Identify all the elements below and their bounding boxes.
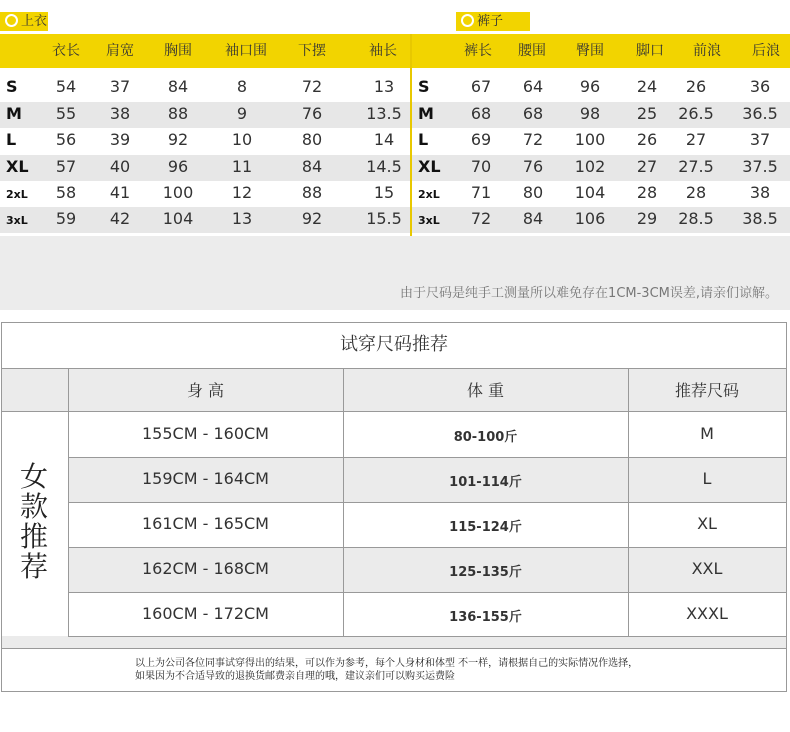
pants-table-cell: 70 (470, 157, 492, 176)
pants-table-cell: 38 (749, 183, 771, 202)
tops-table-cell: 37 (109, 77, 131, 96)
recommended-size-cell: L (702, 469, 712, 488)
pants-table-cell: 28 (636, 183, 658, 202)
pants-table-cell: 64 (522, 77, 544, 96)
tops-table-cell: 80 (301, 130, 323, 149)
height-cell: 160CM - 172CM (142, 604, 269, 623)
pants-size-label: 3xL (418, 214, 440, 227)
tops-table-cell: 13 (373, 77, 395, 96)
tops-size-label: L (6, 130, 17, 149)
recommend-column-header: 体 重 (466, 381, 505, 400)
recommend-bottom-strip (2, 636, 786, 648)
tops-table-cell: 72 (301, 77, 323, 96)
pants-size-label: S (418, 77, 430, 96)
tops-table-cell: 41 (109, 183, 131, 202)
grid-line (1, 648, 787, 649)
pants-table-cell: 71 (470, 183, 492, 202)
recommend-column-header: 身 高 (186, 381, 225, 400)
tops-column-header: 胸围 (164, 43, 192, 59)
tops-table-cell: 13 (231, 209, 253, 228)
tops-column-header: 下摆 (298, 43, 326, 59)
tops-table-cell: 42 (109, 209, 131, 228)
tops-table-cell: 92 (167, 130, 189, 149)
tops-table-cell: 84 (301, 157, 323, 176)
tops-size-label: M (6, 104, 22, 123)
pants-table-cell: 24 (636, 77, 658, 96)
recommended-size-cell: M (700, 424, 714, 443)
pants-table-cell: 76 (522, 157, 544, 176)
weight-cell: 80-100斤 (453, 430, 518, 445)
pants-table-cell: 104 (574, 183, 606, 202)
recommend-column-header: 推荐尺码 (674, 381, 739, 400)
pants-table-cell: 69 (470, 130, 492, 149)
pants-column-header: 臀围 (576, 43, 604, 59)
pants-table-cell: 80 (522, 183, 544, 202)
height-cell: 161CM - 165CM (142, 514, 269, 533)
tops-table-cell: 88 (301, 183, 323, 202)
tops-table-cell: 8 (236, 77, 248, 96)
tops-table-cell: 14 (373, 130, 395, 149)
table-divider (410, 34, 412, 263)
pants-size-label: M (418, 104, 434, 123)
pants-table-cell: 26 (685, 77, 707, 96)
pants-table-cell: 36.5 (742, 104, 778, 123)
tops-table-cell: 12 (231, 183, 253, 202)
pants-table-cell: 38.5 (742, 209, 778, 228)
pants-table-cell: 72 (470, 209, 492, 228)
grid-line (68, 457, 786, 458)
pants-column-header: 裤长 (464, 43, 492, 59)
tops-table-cell: 76 (301, 104, 323, 123)
tops-table-cell: 38 (109, 104, 131, 123)
pants-size-label: 2xL (418, 188, 440, 201)
height-cell: 162CM - 168CM (142, 559, 269, 578)
tops-column-header: 袖长 (369, 43, 397, 59)
tops-table-cell: 56 (55, 130, 77, 149)
pants-table-cell: 84 (522, 209, 544, 228)
circle-icon (5, 14, 18, 27)
pants-table-cell: 27 (685, 130, 707, 149)
pants-table-cell: 26 (636, 130, 658, 149)
pants-size-label: XL (418, 157, 441, 176)
pants-table-cell: 102 (574, 157, 606, 176)
pants-tab-label: 裤子 (456, 12, 530, 31)
weight-cell: 101-114斤 (449, 475, 522, 490)
tops-table-cell: 13.5 (366, 104, 402, 123)
tops-table-cell: 14.5 (366, 157, 402, 176)
tops-table-cell: 58 (55, 183, 77, 202)
grid-line (68, 502, 786, 503)
pants-table-cell: 28.5 (678, 209, 714, 228)
tops-table-cell: 10 (231, 130, 253, 149)
pants-table-cell: 72 (522, 130, 544, 149)
pants-table-cell: 29 (636, 209, 658, 228)
weight-cell: 136-155斤 (449, 610, 522, 625)
pants-column-header: 腰围 (518, 43, 546, 59)
height-cell: 155CM - 160CM (142, 424, 269, 443)
tops-table-cell: 40 (109, 157, 131, 176)
pants-table-cell: 68 (522, 104, 544, 123)
tops-table-cell: 57 (55, 157, 77, 176)
pants-table-cell: 37 (749, 130, 771, 149)
tops-table-cell: 39 (109, 130, 131, 149)
tops-size-label: S (6, 77, 18, 96)
tops-column-header: 袖口围 (225, 43, 267, 59)
tops-size-label: 3xL (6, 214, 28, 227)
tops-table-cell: 104 (162, 209, 194, 228)
weight-cell: 125-135斤 (449, 565, 522, 580)
tops-table-cell: 92 (301, 209, 323, 228)
circle-icon (461, 14, 474, 27)
pants-table-cell: 25 (636, 104, 658, 123)
weight-cell: 115-124斤 (449, 520, 522, 535)
tops-size-label: 2xL (6, 188, 28, 201)
tops-table-cell: 11 (231, 157, 253, 176)
pants-table-cell: 106 (574, 209, 606, 228)
grid-line (68, 636, 786, 637)
pants-table-cell: 28 (685, 183, 707, 202)
tops-table-cell: 15 (373, 183, 395, 202)
pants-column-header: 脚口 (636, 43, 664, 59)
tops-column-header: 肩宽 (106, 43, 134, 59)
pants-table-cell: 67 (470, 77, 492, 96)
tops-table-cell: 96 (167, 157, 189, 176)
pants-table-cell: 26.5 (678, 104, 714, 123)
pants-table-cell: 36 (749, 77, 771, 96)
grid-line (1, 368, 787, 369)
tops-table-cell: 84 (167, 77, 189, 96)
pants-column-header: 后浪 (752, 43, 780, 59)
tops-table-cell: 9 (236, 104, 248, 123)
tops-column-header: 衣长 (52, 43, 80, 59)
pants-table-cell: 68 (470, 104, 492, 123)
pants-table-cell: 96 (579, 77, 601, 96)
recommended-size-cell: XL (697, 514, 717, 533)
recommended-size-cell: XXL (691, 559, 723, 578)
pants-table-cell: 27.5 (678, 157, 714, 176)
tops-table-cell: 59 (55, 209, 77, 228)
tops-table-cell: 54 (55, 77, 77, 96)
tops-size-label: XL (6, 157, 29, 176)
tops-table-cell: 15.5 (366, 209, 402, 228)
measure-note: 由于尺码是纯手工测量所以难免存在1CM-3CM误差,请亲们谅解。 (400, 286, 778, 301)
side-label: 女 款 推 荐 (19, 460, 48, 583)
recommend-title: 试穿尺码推荐 (340, 334, 448, 355)
pants-size-label: L (418, 130, 429, 149)
grid-line (68, 592, 786, 593)
pants-table-cell: 27 (636, 157, 658, 176)
tops-table-cell: 100 (162, 183, 194, 202)
pants-column-header: 前浪 (693, 43, 721, 59)
pants-table-cell: 37.5 (742, 157, 778, 176)
grid-line (68, 547, 786, 548)
pants-table-cell: 98 (579, 104, 601, 123)
recommend-footnote: 以上为公司各位同事试穿得出的结果，可以作为参考，每个人身材和体型 不一样，请根据自己的实际情况作选择， 如果因为不合适导致的退换货邮费亲自理的哦，建议亲们可以购买运费险 (135, 658, 639, 682)
height-cell: 159CM - 164CM (142, 469, 269, 488)
tops-table-cell: 55 (55, 104, 77, 123)
pants-table-cell: 100 (574, 130, 606, 149)
tops-table-cell: 88 (167, 104, 189, 123)
tops-tab-label: 上衣 (0, 12, 48, 31)
recommended-size-cell: XXXL (686, 604, 728, 623)
